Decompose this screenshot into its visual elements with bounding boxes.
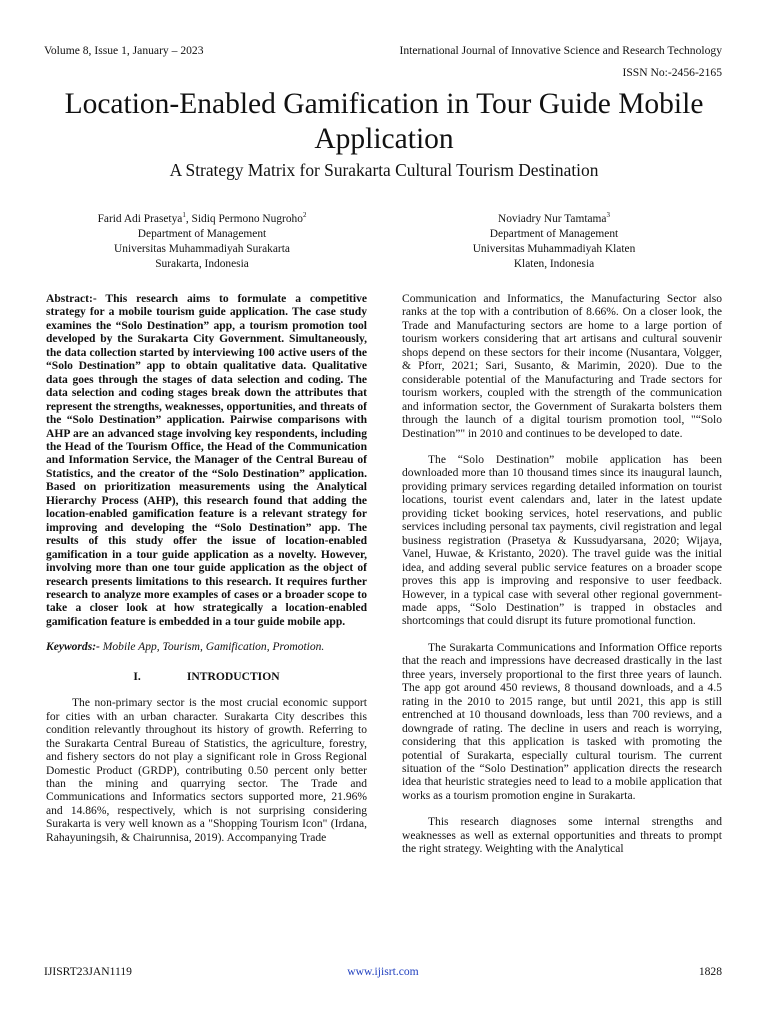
abstract	[46, 293, 367, 629]
keywords-text: Mobile App, Tourism, Gamification, Promotion.	[102, 641, 325, 654]
volume-info: Volume 8, Issue 1, January – 2023	[44, 44, 204, 57]
right-column	[402, 293, 722, 857]
page-footer	[44, 965, 722, 981]
paper-title: Location-Enabled Gamification in Tour Guide Mobile Application	[64, 88, 704, 155]
author-department: Department of Management	[489, 228, 619, 240]
journal-website-link[interactable]: www.ijisrt.com	[347, 965, 419, 978]
keywords-label: Keywords:-	[46, 641, 100, 654]
body-paragraph: Communication and Informatics, the Manufacturing Sector also ranks at the top with a contribution of 8.66%. On a closer look, the Trade and Manufacturing sectors are home to a large portion of tourism workers considering that art artisans and cultural souvenir shops depend on these sectors for their income (Nusantara, Volgger, & Pforr, 2021; Sari, Susanto, & Marimin, 2020). Due to the considerable potential of the Manufacturing and Trade sectors for tourism workers, coupled with the strength of the communication and information sector, the Government of Surakarta bolsters them through the launch of a digital tourism promotion tool, "“Solo Destination”" in 2010 and continues to be developed to date.	[402, 293, 722, 440]
author-block-right	[404, 208, 704, 273]
section-heading-introduction	[46, 670, 367, 683]
author-university: Universitas Muhammadiyah Klaten	[472, 243, 636, 256]
section-title: INTRODUCTION	[186, 669, 280, 683]
paper-code: IJISRT23JAN1119	[44, 965, 132, 978]
author-names: Farid Adi Prasetya$^1$, Sidiq Permono Nugroho$^2$	[97, 211, 307, 225]
section-number: I.	[133, 669, 141, 683]
running-header	[44, 44, 722, 60]
author-department: Department of Management	[137, 228, 267, 240]
author-block-left	[52, 208, 352, 273]
body-paragraph: The “Solo Destination” mobile application has been downloaded more than 10 thousand times since its inaugural launch, providing primary services regarding detailed information on tourist locations, tourist event calendars and, later in the latest update providing ticket booking services, hotel reservations, and public services including personal tax payments, civil registration and legal business registration (Prasetya & Kussudyarsana, 2020; Wijaya, Vanel, Huwae, & Kristanto, 2020). The travel guide was the initial idea, and adding several public service features on a broader scope proves this app is improving and responsive to user feedback. However, in a typical case with several other regional government-made apps, “Solo Destination” is trapped in obstacles and shortcomings that could disrupt its future promotional function.	[402, 453, 722, 628]
left-column	[46, 293, 367, 845]
issn-number: ISSN No:-2456-2165	[622, 66, 722, 79]
intro-paragraph: The non-primary sector is the most crucial economic support for cities with an urban character. Surakarta City describes this condition relevantly throughout its history of growth. Referring to the Surakarta Central Bureau of Statistics, the agriculture, forestry, and fishery sectors do not play a significant role in Gross Regional Domestic Product (GRDP), contributing 0.50 percent only better than the mining and quarrying sector. The Trade and Communications and Informatics sectors supported more, 21.96% and 14.86%, respectively, which is not surprising considering Surakarta is very well known as a "Shopping Tourism Icon" (Irdana, Rahayuningsih, & Chairunnisa, 2019). Accompanying Trade	[46, 697, 367, 844]
abstract-text: This research aims to formulate a competitive strategy for a mobile tourism guide application. The case study examines the “Solo Destination” app, a tourism promotion tool developed by the Surakarta City Government. Simultaneously, the data collection started by interviewing 100 active users of the “Solo Destination” app to obtain qualitative data. Qualitative data goes through the stages of data selection and coding. The data selection and coding stages break down the attributes that represent the strengths, weaknesses, opportunities, and threats of the “Solo Destination” application. Pairwise comparisons with AHP are an advanced stage involving key respondents, including the Head of the Tourism Office, the Head of the Communication and Information Service, the Manager of the Central Bureau of Statistics, and the creator of the “Solo Destination” application. Based on prioritization measurements using the Analytical Hierarchy Process (AHP), this research found that adding the location-enabled gamification feature is a relevant strategy for improving and developing the “Solo Destination” app. The results of this study offer the issue of location-enabled gamification in a tour guide application as a novelty. However, involving more than one tour guide application as the object of research presents limitations to this research. It requires further research to analyze more examples of cases or a broader scope to take a closer look at how strategically a location-enabled gamification feature is embedded in a tour guide mobile app.	[46, 293, 367, 628]
author-names: Noviadry Nur Tamtama$^3$	[498, 211, 610, 225]
body-paragraph: The Surakarta Communications and Information Office reports that the reach and impressions have decreased drastically in the last three years, inversely proportional to the first three years of launch. The app got around 450 reviews, 8 thousand downloads, and a 4.5 rating in the 2010 to 2015 range, but until 2021, this app is still entrenched at 10 thousand downloads, less than 700 reviews, and a downgrade of rating. The decline in users and reach is worrying, considering that this application is tasked with promoting the potential of Surakarta, especially cultural tourism. The current situation of the “Solo Destination” application directs the research idea that heuristic strategies need to lead to a mobile application that works as a tourism promotion engine in Surakarta.	[402, 641, 722, 802]
author-city: Surakarta, Indonesia	[155, 258, 249, 271]
paper-subtitle: A Strategy Matrix for Surakarta Cultural Tourism Destination	[169, 160, 599, 180]
author-university: Universitas Muhammadiyah Surakarta	[114, 243, 290, 256]
keywords	[46, 641, 367, 654]
author-city: Klaten, Indonesia	[513, 258, 595, 271]
journal-name: International Journal of Innovative Science and Research Technology	[399, 44, 722, 57]
abstract-label: Abstract:-	[46, 293, 97, 305]
body-paragraph: This research diagnoses some internal strengths and weaknesses as well as external opportunities and threats to prompt the right strategy. Weighting with the Analytical	[402, 816, 722, 856]
page-number: 1828	[698, 965, 722, 978]
